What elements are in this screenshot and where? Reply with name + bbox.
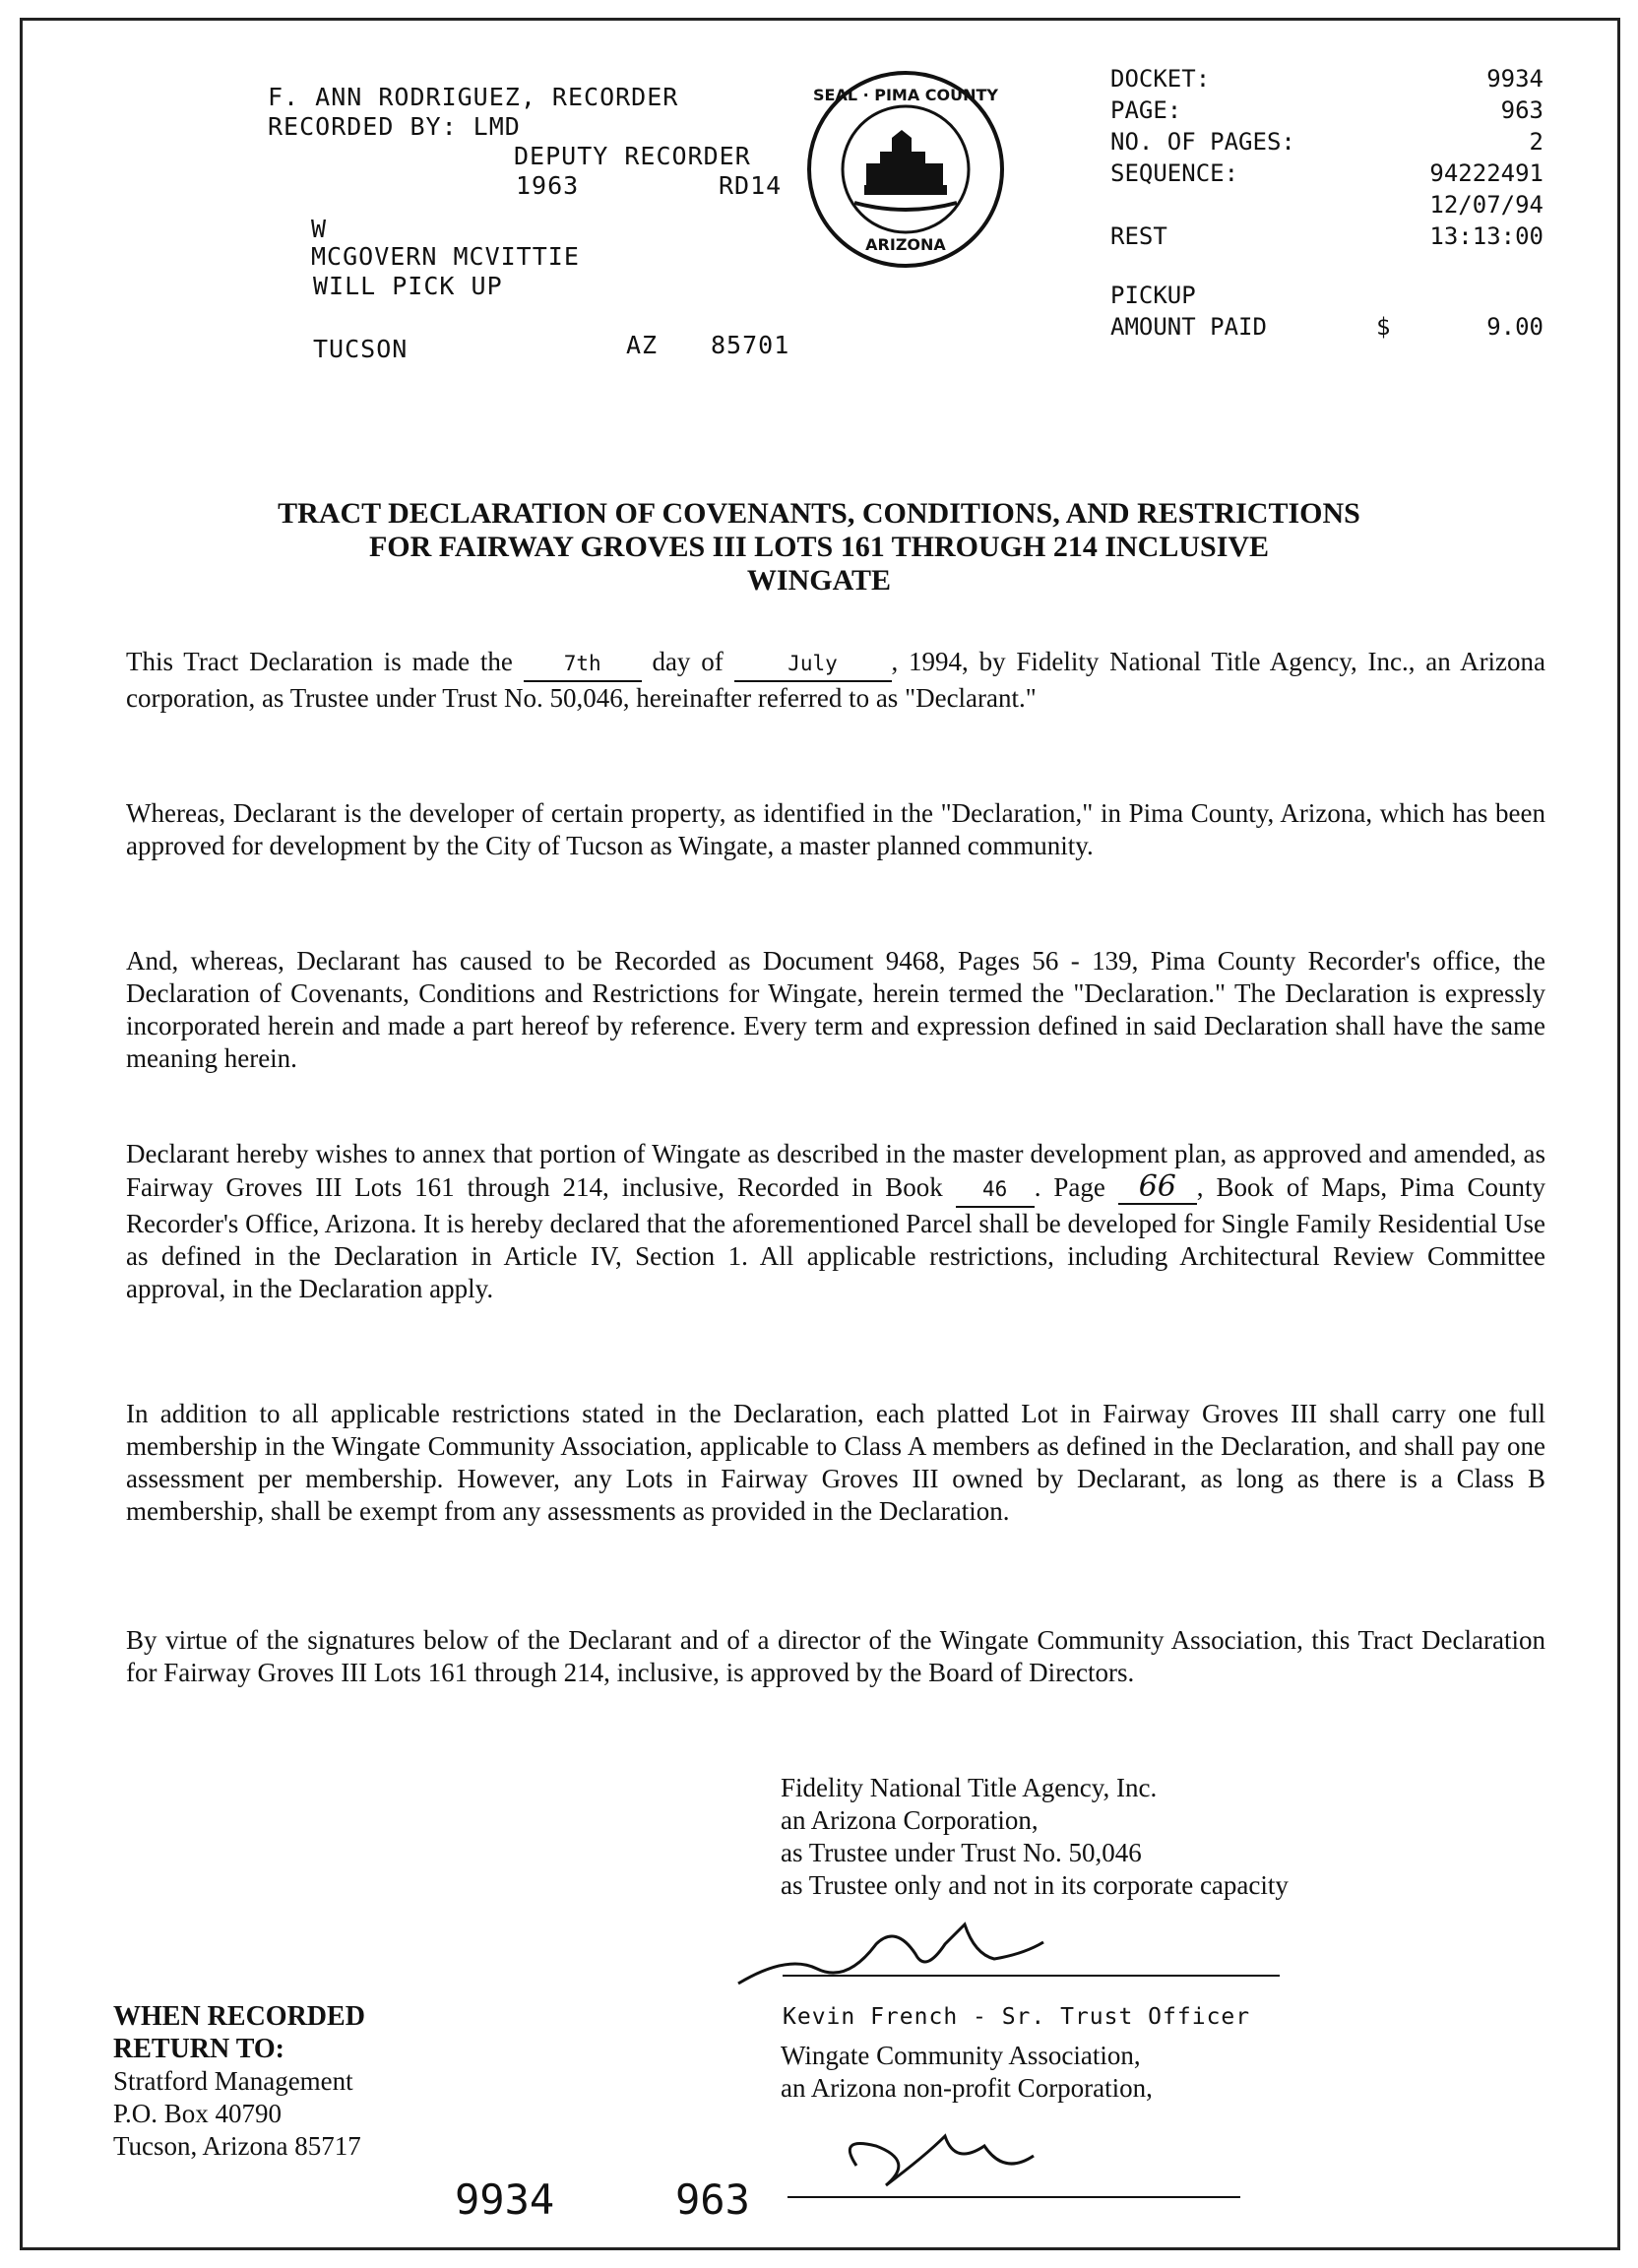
amount-value: 9.00 (1486, 313, 1544, 341)
return-to-block (113, 2000, 507, 2163)
svg-text:SEAL · PIMA COUNTY: SEAL · PIMA COUNTY (812, 86, 999, 104)
paragraph-membership: In addition to all applicable restrictions stated in the Declaration, each platted Lot in Fairway Groves III shall carry one full membership in the Wingate Community Association, applicable to Class A members as defined in the Declaration, and shall pay one assessment per membership. However, any Lots in Fairway Groves III owned by Declarant, as long as there is a Class B membership, shall be exempt from any assessments as provided in the Declaration. (126, 1399, 1545, 1526)
docket-value: 9934 (1486, 65, 1544, 93)
paragraph-annex (126, 1138, 1545, 1305)
paragraph-whereas: Whereas, Declarant is the developer of certain property, as identified in the "Declaration," in Pima County, Arizona, which has been approved for development by the City of Tucson as Wingate, a master planned community. (126, 798, 1545, 860)
docket-row (1110, 65, 1544, 96)
signatory-type: an Arizona Corporation, (781, 1805, 1039, 1835)
title-line-3: WINGATE (746, 564, 892, 597)
return-name: Stratford Management (113, 2066, 353, 2096)
deputy-recorder: DEPUTY RECORDER (514, 142, 751, 170)
page-value: 963 (1500, 96, 1544, 124)
intro-text-a: This Tract Declaration is made the (126, 647, 513, 676)
deputy-code: RD14 (719, 171, 783, 200)
rest-label: REST (1110, 222, 1167, 250)
sequence-value: 94222491 (1429, 159, 1544, 187)
paragraph-approval: By virtue of the signatures below of the Declarant and of a director of the Wingate Community Association, this Tract Declaration for Fairway Groves III Lots 161 through 214, inclusive, is approved by the Board of Directors. (126, 1625, 1545, 1687)
paragraph-and-whereas: And, whereas, Declarant has caused to be Recorded as Document 9468, Pages 56 - 139, Pima County Recorder's office, the Declaration of Covenants, Conditions and Restrictions for Wingate, herein termed the "Declaration." The Declaration is expressly incorporated herein and made a part hereof by reference. Every term and expression defined in said Declaration shall have the same meaning herein. (126, 946, 1545, 1073)
officer-name: Kevin French - Sr. Trust Officer (783, 2004, 1251, 2030)
return-box: P.O. Box 40790 (113, 2099, 283, 2128)
association-name: Wingate Community Association, (781, 2041, 1141, 2070)
page-row (1110, 96, 1544, 128)
month-field: July (734, 648, 892, 682)
page-label: PAGE: (1110, 96, 1182, 124)
rest-value: 13:13:00 (1429, 222, 1544, 250)
signatory-name: Fidelity National Title Agency, Inc. (781, 1773, 1158, 1802)
county-seal-icon (805, 69, 1006, 270)
association-type: an Arizona non-profit Corporation, (781, 2073, 1153, 2103)
currency-symbol: $ (1376, 313, 1391, 341)
deputy-number: 1963 (516, 171, 580, 200)
annex-text-b: . Page (1034, 1172, 1105, 1202)
page-border-right (1617, 18, 1620, 2250)
pages-label: NO. OF PAGES: (1110, 128, 1295, 156)
signature-block (781, 1772, 1489, 1902)
signatory-capacity: as Trustee only and not in its corporate capacity (781, 1870, 1289, 1900)
page-border-bottom (20, 2247, 1620, 2250)
intro-text-c: , 1994, by Fidelity National Title Agency, Inc., an Arizona corporation, as Trustee under Trust No. 50,046, hereinafter referred to as "Declarant." (126, 647, 1546, 713)
page-border-top (20, 18, 1620, 21)
pages-row (1110, 128, 1544, 159)
document-title (128, 497, 1510, 598)
state: AZ (626, 331, 659, 359)
svg-text:ARIZONA: ARIZONA (865, 235, 946, 254)
recorded-by: RECORDED BY: LMD (268, 112, 521, 141)
docket-table (1110, 65, 1544, 345)
pages-value: 2 (1529, 128, 1544, 156)
city: TUCSON (313, 335, 409, 363)
amount-row (1110, 313, 1544, 345)
addressee: MCGOVERN MCVITTIE (311, 242, 580, 271)
return-heading-1: WHEN RECORDED (113, 2001, 365, 2032)
signatory-trust: as Trustee under Trust No. 50,046 (781, 1838, 1142, 1867)
annex-text-a: Declarant hereby wishes to annex that portion of Wingate as described in the master development plan, as approved and amended, as Fairway Groves III Lots 161 through 214, inclusive, Recorded in Book (126, 1139, 1545, 1202)
association-block (781, 2040, 1489, 2105)
paragraph-intro (126, 646, 1545, 715)
page-field: 66 (1118, 1170, 1197, 1205)
return-city: Tucson, Arizona 85717 (113, 2131, 361, 2161)
date-value: 12/07/94 (1429, 191, 1544, 219)
intro-text-b: day of (652, 647, 724, 676)
will-pick-up: WILL PICK UP (313, 272, 503, 300)
w-mark: W (311, 215, 328, 243)
annex-text-c: , Book of Maps, Pima County Recorder's Office, Arizona. It is hereby declared that the aforementioned Parcel shall be developed for Single Family Residential Use as defined in the Declaration in Article IV, Section 1. All applicable restrictions, including Architectural Review Committee approval, in the Declaration apply. (126, 1172, 1545, 1303)
page-border-left (20, 18, 23, 2250)
pickup-row (1110, 282, 1544, 313)
title-line-2: FOR FAIRWAY GROVES III LOTS 161 THROUGH 214 INCLUSIVE (368, 531, 1270, 563)
title-line-1: TRACT DECLARATION OF COVENANTS, CONDITIONS, AND RESTRICTIONS (278, 497, 1360, 530)
zip: 85701 (711, 331, 790, 359)
day-field: 7th (524, 648, 642, 682)
recorder-line: F. ANN RODRIGUEZ, RECORDER (268, 83, 679, 111)
docket-label: DOCKET: (1110, 65, 1211, 93)
sequence-row (1110, 159, 1544, 191)
sequence-label: SEQUENCE: (1110, 159, 1239, 187)
return-heading-2: RETURN TO: (113, 2034, 285, 2064)
signature-2-icon (778, 2116, 1240, 2205)
footer-page: 963 (675, 2175, 750, 2224)
signature-1-icon (728, 1915, 1280, 2003)
book-field: 46 (956, 1173, 1035, 1208)
amount-label: AMOUNT PAID (1110, 313, 1267, 341)
rest-row (1110, 222, 1544, 254)
footer-docket: 9934 (455, 2175, 555, 2224)
date-row (1110, 191, 1544, 222)
pickup-label: PICKUP (1110, 282, 1196, 309)
